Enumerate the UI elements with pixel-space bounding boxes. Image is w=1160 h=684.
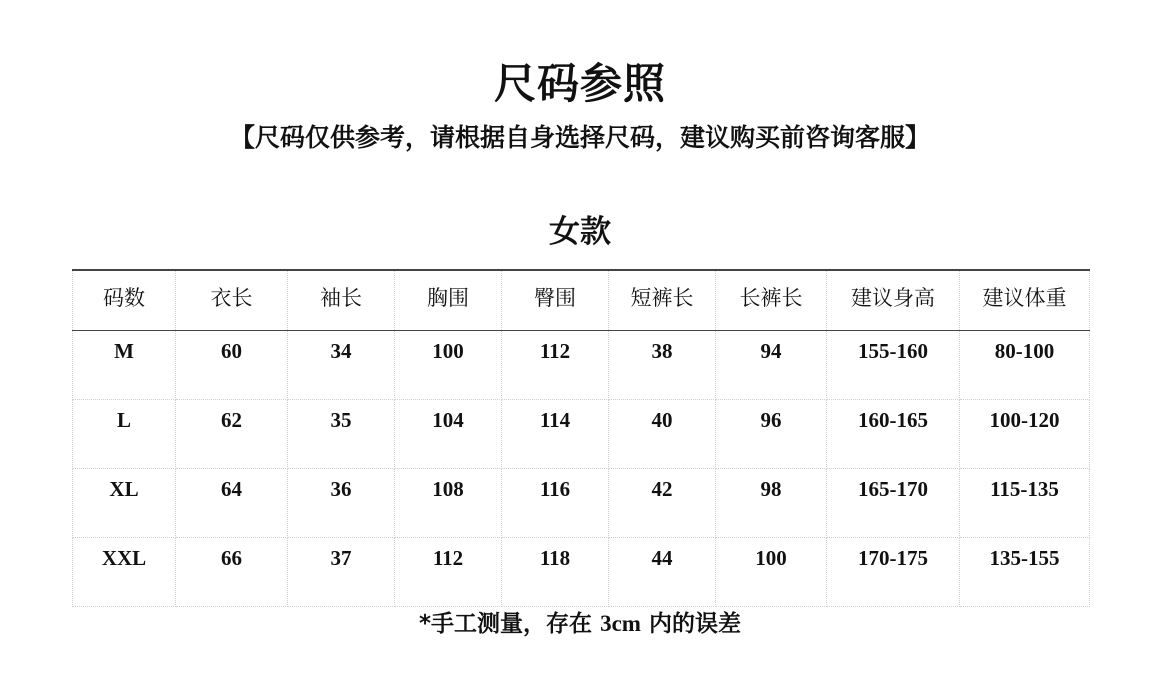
header-sleeve: 袖长 <box>288 270 395 331</box>
cell-suggested-height: 165-170 <box>827 469 960 538</box>
header-size: 码数 <box>73 270 176 331</box>
cell-trousers-length: 98 <box>716 469 827 538</box>
cell-length: 60 <box>176 331 288 400</box>
cell-size: L <box>73 400 176 469</box>
cell-suggested-weight: 115-135 <box>960 469 1090 538</box>
cell-hip: 114 <box>502 400 609 469</box>
table-row <box>73 400 1090 469</box>
cell-suggested-height: 170-175 <box>827 538 960 607</box>
section-title-womens: 女款 <box>549 214 611 250</box>
cell-suggested-height: 155-160 <box>827 331 960 400</box>
cell-size: XXL <box>73 538 176 607</box>
measurement-footnote <box>0 606 1160 642</box>
cell-chest: 108 <box>395 469 502 538</box>
header-trousers-length: 长裤长 <box>716 270 827 331</box>
cell-hip: 118 <box>502 538 609 607</box>
cell-suggested-height: 160-165 <box>827 400 960 469</box>
cell-trousers-length: 94 <box>716 331 827 400</box>
cell-sleeve: 36 <box>288 469 395 538</box>
cell-length: 64 <box>176 469 288 538</box>
cell-length: 66 <box>176 538 288 607</box>
cell-sleeve: 34 <box>288 331 395 400</box>
header-chest: 胸围 <box>395 270 502 331</box>
cell-trousers-length: 96 <box>716 400 827 469</box>
header-hip: 臀围 <box>502 270 609 331</box>
cell-suggested-weight: 135-155 <box>960 538 1090 607</box>
cell-length: 62 <box>176 400 288 469</box>
cell-size: XL <box>73 469 176 538</box>
size-chart-table <box>72 269 1090 607</box>
cell-trousers-length: 100 <box>716 538 827 607</box>
header-suggested-height: 建议身高 <box>827 270 960 331</box>
footnote-measure: 3cm <box>600 611 641 636</box>
table-header-row <box>73 270 1090 331</box>
cell-suggested-weight: 80-100 <box>960 331 1090 400</box>
footnote-suffix: 内的误差 <box>640 611 741 637</box>
page-title: 尺码参照 <box>493 59 666 108</box>
table-row <box>73 538 1090 607</box>
header-length: 衣长 <box>176 270 288 331</box>
table-row <box>73 331 1090 400</box>
cell-shorts-length: 38 <box>609 331 716 400</box>
cell-shorts-length: 44 <box>609 538 716 607</box>
header-suggested-weight: 建议体重 <box>960 270 1090 331</box>
cell-hip: 116 <box>502 469 609 538</box>
cell-chest: 100 <box>395 331 502 400</box>
disclaimer-subtitle: 【尺码仅供参考，请根据自身选择尺码，建议购买前咨询客服】 <box>229 123 930 152</box>
cell-hip: 112 <box>502 331 609 400</box>
cell-sleeve: 37 <box>288 538 395 607</box>
cell-shorts-length: 42 <box>609 469 716 538</box>
footnote-prefix: *手工测量，存在 <box>419 611 601 637</box>
cell-suggested-weight: 100-120 <box>960 400 1090 469</box>
table-row <box>73 469 1090 538</box>
cell-shorts-length: 40 <box>609 400 716 469</box>
header-shorts-length: 短裤长 <box>609 270 716 331</box>
cell-sleeve: 35 <box>288 400 395 469</box>
cell-chest: 104 <box>395 400 502 469</box>
cell-size: M <box>73 331 176 400</box>
cell-chest: 112 <box>395 538 502 607</box>
